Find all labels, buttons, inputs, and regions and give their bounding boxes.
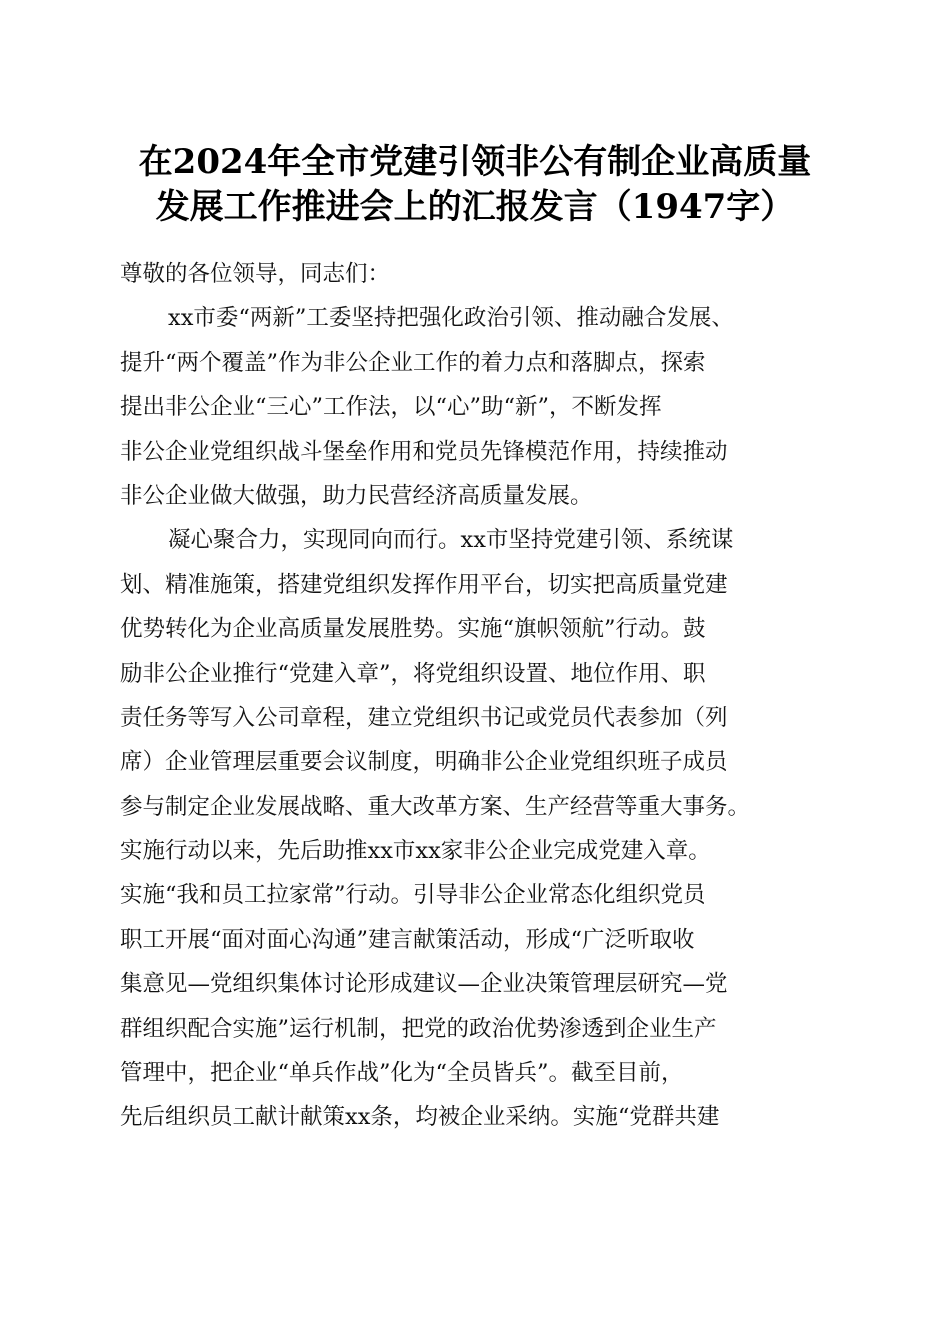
paragraph-1-line: 非公企业做大做强，助力民营经济高质量发展。	[120, 482, 593, 509]
document-body	[120, 252, 840, 1140]
paragraph-2-line: 职工开展“面对面心沟通”建言献策活动，形成“广泛听取收	[120, 926, 695, 953]
paragraph-2-line: 群组织配合实施”运行机制，把党的政治优势渗透到企业生产	[120, 1015, 717, 1042]
document-title	[80, 140, 870, 230]
paragraph-2-line: 实施“我和员工拉家常”行动。引导非公企业常态化组织党员	[120, 882, 706, 909]
title-line-2: 发展工作推进会上的汇报发言（1947字）	[155, 187, 795, 227]
paragraph-2-line: 凝心聚合力，实现同向而行。xx市坚持党建引领、系统谋	[168, 527, 734, 554]
paragraph-2-line: 划、精准施策，搭建党组织发挥作用平台，切实把高质量党建	[120, 571, 728, 598]
paragraph-2-line: 席）企业管理层重要会议制度，明确非公企业党组织班子成员	[120, 749, 728, 776]
paragraph-2-line: 责任务等写入公司章程，建立党组织书记或党员代表参加（列	[120, 704, 728, 731]
title-line-1: 在2024年全市党建引领非公有制企业高质量	[138, 142, 812, 182]
paragraph-2-line: 集意见—党组织集体讨论形成建议—企业决策管理层研究—党	[120, 971, 728, 998]
paragraph-1-line: xx市委“两新”工委坚持把强化政治引领、推动融合发展、	[168, 305, 734, 332]
paragraph-2-line: 优势转化为企业高质量发展胜势。实施“旗帜领航”行动。鼓	[120, 616, 706, 643]
paragraph-2-line: 参与制定企业发展战略、重大改革方案、生产经营等重大事务。	[120, 793, 751, 820]
paragraph-2-line: 先后组织员工献计献策xx条，均被企业采纳。实施“党群共建	[120, 1104, 720, 1131]
paragraph-1-line: 提出非公企业“三心”工作法，以“心”助“新”，不断发挥	[120, 394, 662, 421]
paragraph-2-line: 励非公企业推行“党建入章”，将党组织设置、地位作用、职	[120, 660, 706, 687]
salutation: 尊敬的各位领导，同志们：	[120, 261, 391, 287]
paragraph-1-line: 提升“两个覆盖”作为非公企业工作的着力点和落脚点，探索	[120, 349, 706, 376]
paragraph-2-line: 实施行动以来，先后助推xx市xx家非公企业完成党建入章。	[120, 838, 711, 865]
paragraph-1-line: 非公企业党组织战斗堡垒作用和党员先锋模范作用，持续推动	[120, 438, 728, 465]
paragraph-2-line: 管理中，把企业“单兵作战”化为“全员皆兵”。截至目前，	[120, 1060, 684, 1087]
